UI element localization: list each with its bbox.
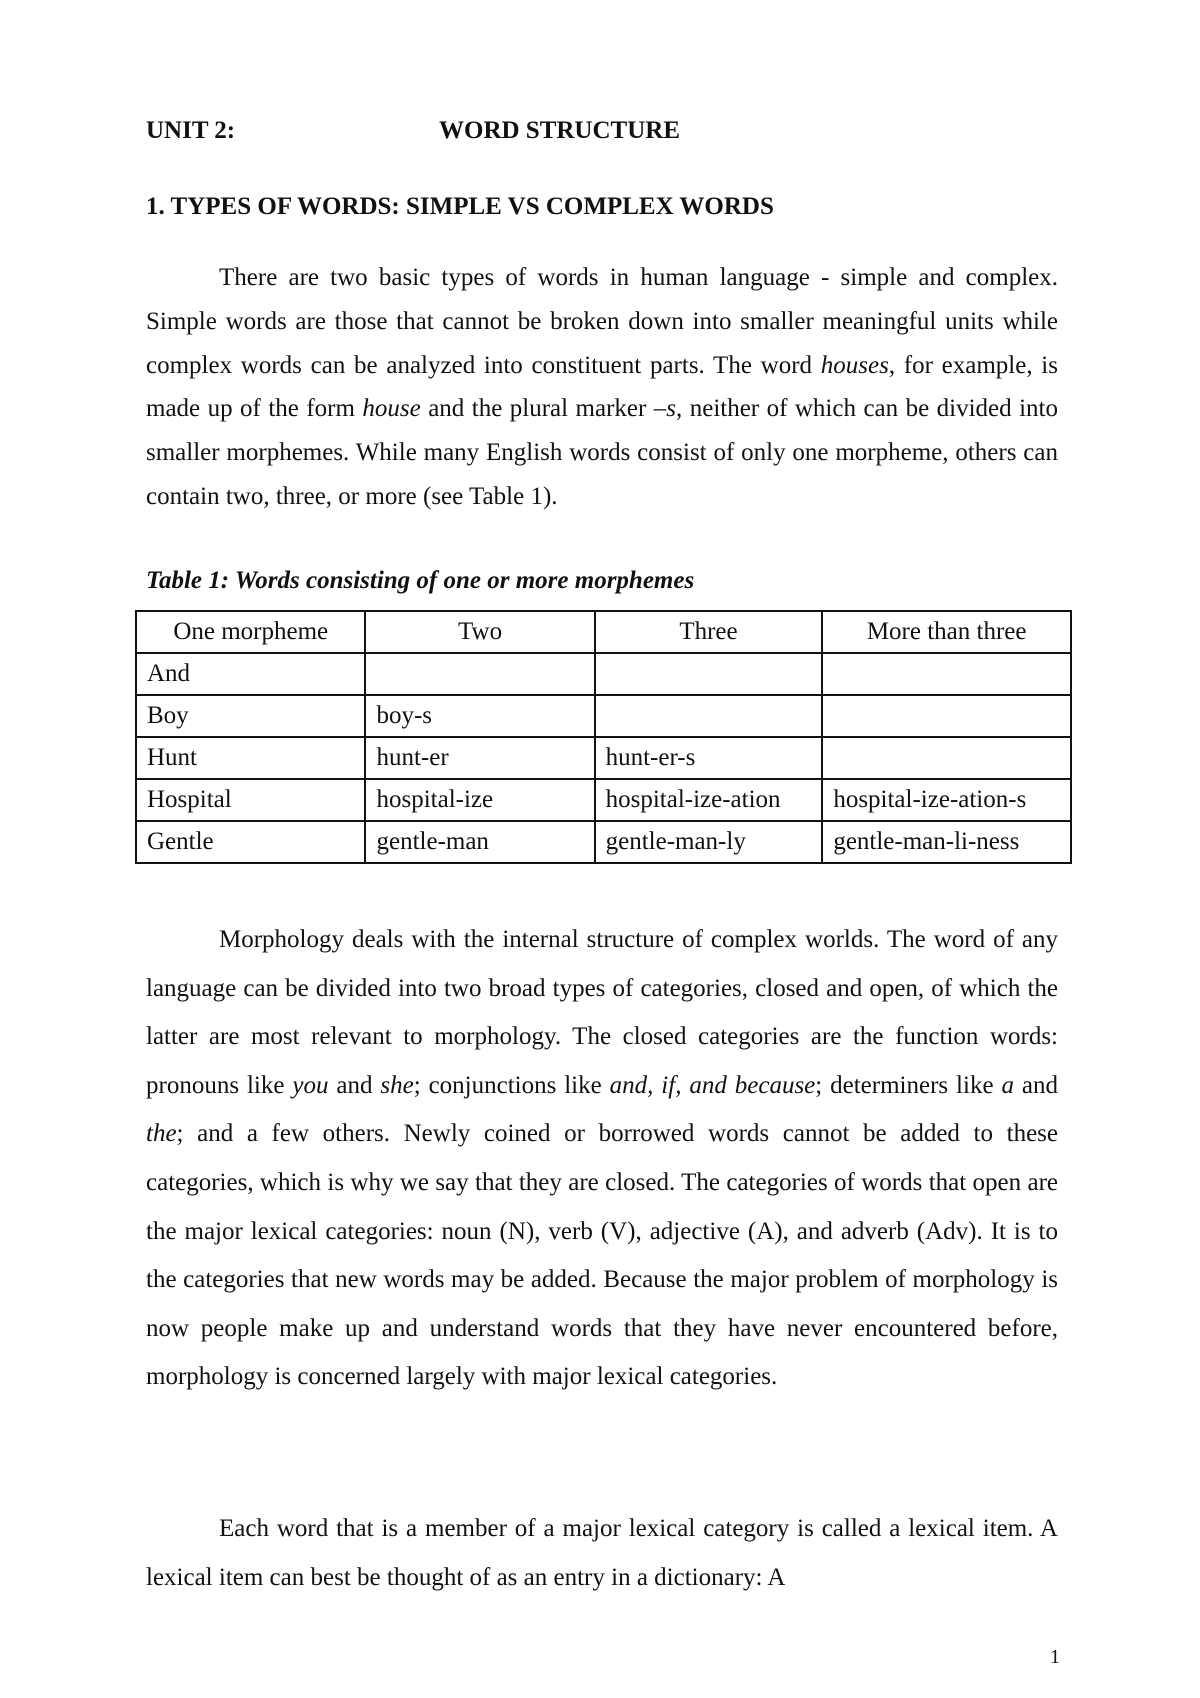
table-cell: [822, 695, 1071, 737]
example-word-she: she: [380, 1071, 414, 1099]
table-cell: [822, 653, 1071, 695]
example-word-house: house: [362, 395, 421, 423]
paragraph-text: , neither of which can be divided into smaller morphemes. While many English words consist of only one morpheme, others can contain two, three, or more (see Table 1).: [146, 395, 1058, 510]
page-number: 1: [1050, 1646, 1060, 1668]
paragraph-text: ; determiners like: [815, 1071, 1002, 1099]
table-row: [136, 779, 1071, 821]
table-cell: [595, 653, 823, 695]
paragraph-text: , for example, is made up of the form: [146, 351, 1058, 423]
table-cell: [365, 653, 594, 695]
example-plural-marker: –s: [653, 395, 677, 423]
table-header-row: [136, 611, 1071, 653]
column-header: One morpheme: [136, 611, 365, 653]
table-cell: Hunt: [136, 737, 365, 779]
paragraph-text: There are two basic types of words in human language - simple and complex. Simple words are those that cannot be broken down into smaller meaningful units while complex words can be analyzed into constituent parts. The word: [146, 264, 1058, 379]
table-cell: Boy: [136, 695, 365, 737]
table-cell: hospital-ize-ation-s: [822, 779, 1071, 821]
example-conjunctions: and, if, and because: [609, 1071, 816, 1099]
section-heading: 1. TYPES OF WORDS: SIMPLE VS COMPLEX WORDS: [146, 193, 774, 220]
table-row: [136, 653, 1071, 695]
table-cell: hospital-ize-ation: [595, 779, 823, 821]
table-cell: Gentle: [136, 821, 365, 863]
paragraph-text: and: [1013, 1071, 1058, 1099]
table-cell: [595, 695, 823, 737]
example-word-the: the: [146, 1120, 177, 1148]
table-cell: hunt-er-s: [595, 737, 823, 779]
paragraph-morphology: [146, 916, 1058, 1402]
table-cell: gentle-man: [365, 821, 594, 863]
paragraph-lexical-item: Each word that is a member of a major lexical category is called a lexical item. A lexical item can best be thought of as an entry in a dictionary: A: [146, 1515, 1058, 1591]
unit-name: WORD STRUCTURE: [439, 117, 681, 144]
paragraph-text: and the plural marker: [420, 395, 654, 423]
paragraph-text: ; conjunctions like: [413, 1071, 610, 1099]
paragraph-text: Morphology deals with the internal structure of complex worlds. The word of any language can be divided into two broad types of categories, closed and open, of which the latter are most relevant to morphology. The closed categories are the function words: pronouns like: [146, 926, 1058, 1099]
paragraph-text: ; and a few others. Newly coined or borrowed words cannot be added to these categories, which is why we say that they are closed. The categories of words that open are the major lexical categories: noun (N), verb (V), adjective (A), and adverb (Adv). It is to the categories that new words may be added. Because the major problem of morphology is now people make up and understand words that they have never encountered before, morphology is concerned largely with major lexical categories.: [146, 1120, 1058, 1391]
morpheme-table: [135, 610, 1072, 864]
example-word-a: a: [1001, 1071, 1014, 1099]
table-row: [136, 695, 1071, 737]
table-caption: Table 1: Words consisting of one or more morphemes: [146, 567, 695, 594]
column-header: More than three: [822, 611, 1071, 653]
example-word-you: you: [292, 1071, 329, 1099]
table-cell: [822, 737, 1071, 779]
example-word-houses: houses: [820, 351, 889, 379]
column-header: Three: [595, 611, 823, 653]
table-cell: hospital-ize: [365, 779, 594, 821]
unit-label: UNIT 2:: [146, 117, 236, 144]
table-cell: gentle-man-li-ness: [822, 821, 1071, 863]
table-cell: Hospital: [136, 779, 365, 821]
table-row: [136, 821, 1071, 863]
table-cell: hunt-er: [365, 737, 594, 779]
paragraph-word-types: [146, 256, 1058, 519]
table-row: [136, 737, 1071, 779]
table-cell: boy-s: [365, 695, 594, 737]
paragraph-text: and: [328, 1071, 381, 1099]
table-cell: gentle-man-ly: [595, 821, 823, 863]
table-cell: And: [136, 653, 365, 695]
column-header: Two: [365, 611, 594, 653]
